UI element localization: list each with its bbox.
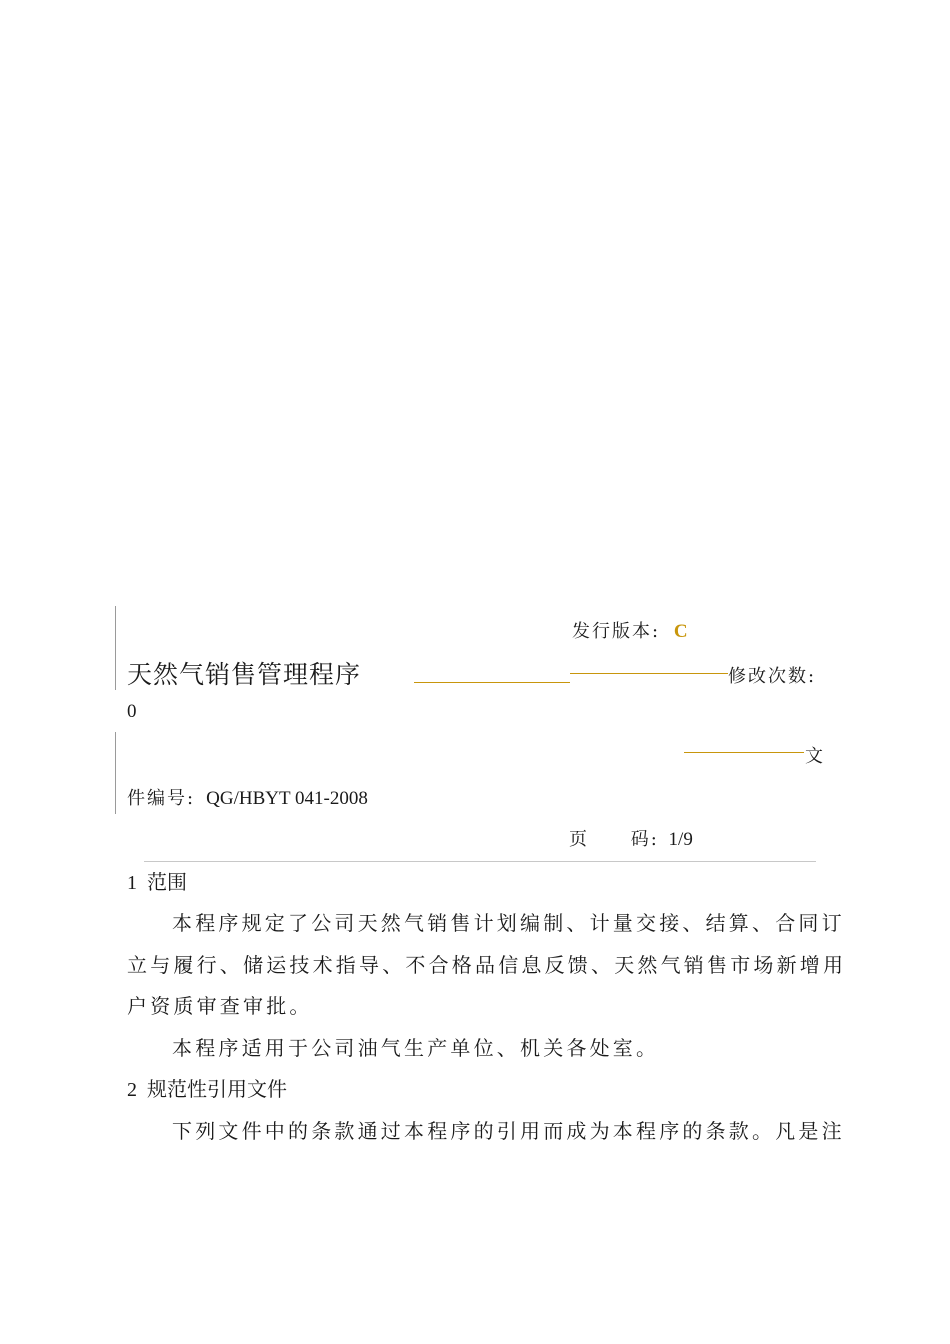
- page-value: 1/9: [668, 829, 693, 850]
- title-underline-a: [414, 682, 570, 683]
- page-label-a: 页: [569, 829, 589, 850]
- header-left-rule-top: [115, 606, 116, 690]
- paragraph-line: 立与履行、储运技术指导、不合格品信息反馈、天然气销售市场新增用: [127, 953, 847, 977]
- page-row: [569, 825, 693, 851]
- doc-no-label-start: 文: [805, 746, 825, 767]
- paragraph-line: 本程序适用于公司油气生产单位、机关各处室。: [172, 1036, 660, 1060]
- document-title: 天然气销售管理程序: [127, 660, 362, 689]
- section-number: 2: [127, 1079, 137, 1101]
- header-left-rule-bottom: [115, 732, 116, 814]
- section-number: 1: [127, 872, 137, 894]
- version-label: 发行版本:: [572, 621, 661, 642]
- paragraph-line: 本程序规定了公司天然气销售计划编制、计量交接、结算、合同订: [172, 911, 845, 935]
- doc-no-row: [127, 784, 368, 810]
- section-heading-1: [127, 866, 187, 895]
- paragraph-line: 下列文件中的条款通过本程序的引用而成为本程序的条款。凡是注: [172, 1119, 845, 1143]
- revision-label: 修改次数:: [728, 666, 817, 687]
- doc-no-underline: [684, 752, 804, 753]
- page-label-b: 码:: [630, 829, 659, 850]
- section-title: 规范性引用文件: [147, 1077, 287, 1101]
- revision-value: 0: [127, 701, 137, 722]
- title-underline-b: [570, 673, 728, 674]
- paragraph-line: 户资质审查审批。: [127, 994, 313, 1018]
- version-value: C: [673, 621, 690, 642]
- header-separator: [144, 861, 816, 862]
- section-heading-2: [127, 1073, 287, 1102]
- doc-no-value: QG/HBYT 041-2008: [206, 788, 368, 809]
- version-row: [572, 617, 690, 643]
- doc-no-label: 件编号:: [127, 788, 196, 809]
- section-title: 范围: [147, 870, 187, 894]
